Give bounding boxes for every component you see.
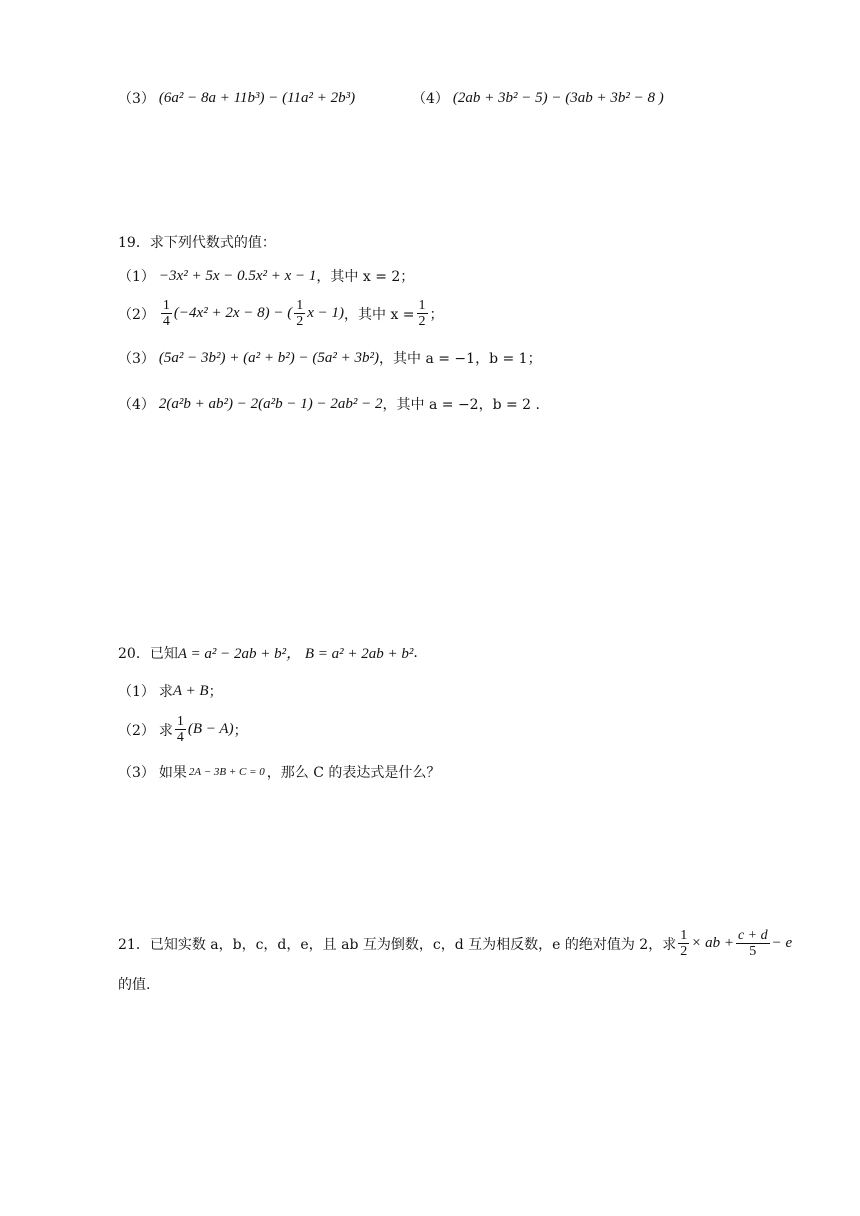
q19-item-3: （3） (5a² − 3b²) + (a² + b²) − (5a² + 3b²) ，其中 a = −1，b = 1；	[118, 349, 542, 367]
problem-4-expr: (2ab + 3b² − 5) − (3ab + 3b² − 8 )	[452, 89, 664, 106]
problem-3	[118, 88, 355, 108]
problem-4-label: （4）	[412, 91, 449, 107]
q20-title: 20．已知 A = a² − 2ab + b²， B = a² + 2ab + b² .	[118, 644, 418, 662]
fraction: $\frac{1}{2}$	[296, 298, 304, 329]
fraction: $\frac{1}{4}$	[176, 714, 184, 745]
q20-item-3: （3） 如果 2A − 3B + C = 0 ，那么 C 的表达式是什么？	[118, 765, 441, 781]
q19-item-1: （1） −3x² + 5x − 0.5x² + x − 1 ，其中 x = 2；	[118, 267, 415, 285]
fraction: $\frac{1}{4}$	[162, 298, 170, 329]
q19-item-2: （2） $\frac{1}{4}$ (−4x² + 2x − 8) − ( $\frac{1}{2}$ x − 1) ，其中 x = $\frac{1}{2}$ ；	[118, 298, 444, 329]
q19-title: 19．求下列代数式的值：	[118, 235, 276, 251]
q21-line-1: 21．已知实数 a，b，c，d，e，且 ab 互为倒数，c，d 互为相反数，e 的绝对值为 2，求 $\frac{1}{2}$ × ab + $\frac{c + d}{5}$ − e	[118, 928, 793, 959]
fraction: $\frac{1}{2}$	[418, 298, 426, 329]
q19-item-4: （4） 2(a²b + ab²) − 2(a²b − 1) − 2ab² − 2 ，其中 a = −2，b = 2 .	[118, 395, 540, 413]
fraction: $\frac{c + d}{5}$	[737, 928, 768, 959]
problem-3-expr: (6a² − 8a + 11b³) − (11a² + 2b³)	[158, 89, 356, 106]
q21-line-2: 的值.	[118, 977, 151, 993]
problem-3-label: （3）	[118, 91, 155, 107]
fraction: $\frac{1}{2}$	[680, 928, 688, 959]
problem-4	[412, 88, 664, 108]
q20-item-1: （1） 求 A + B ；	[118, 682, 223, 700]
q20-item-2: （2） 求 $\frac{1}{4}$ (B − A) ；	[118, 714, 248, 745]
